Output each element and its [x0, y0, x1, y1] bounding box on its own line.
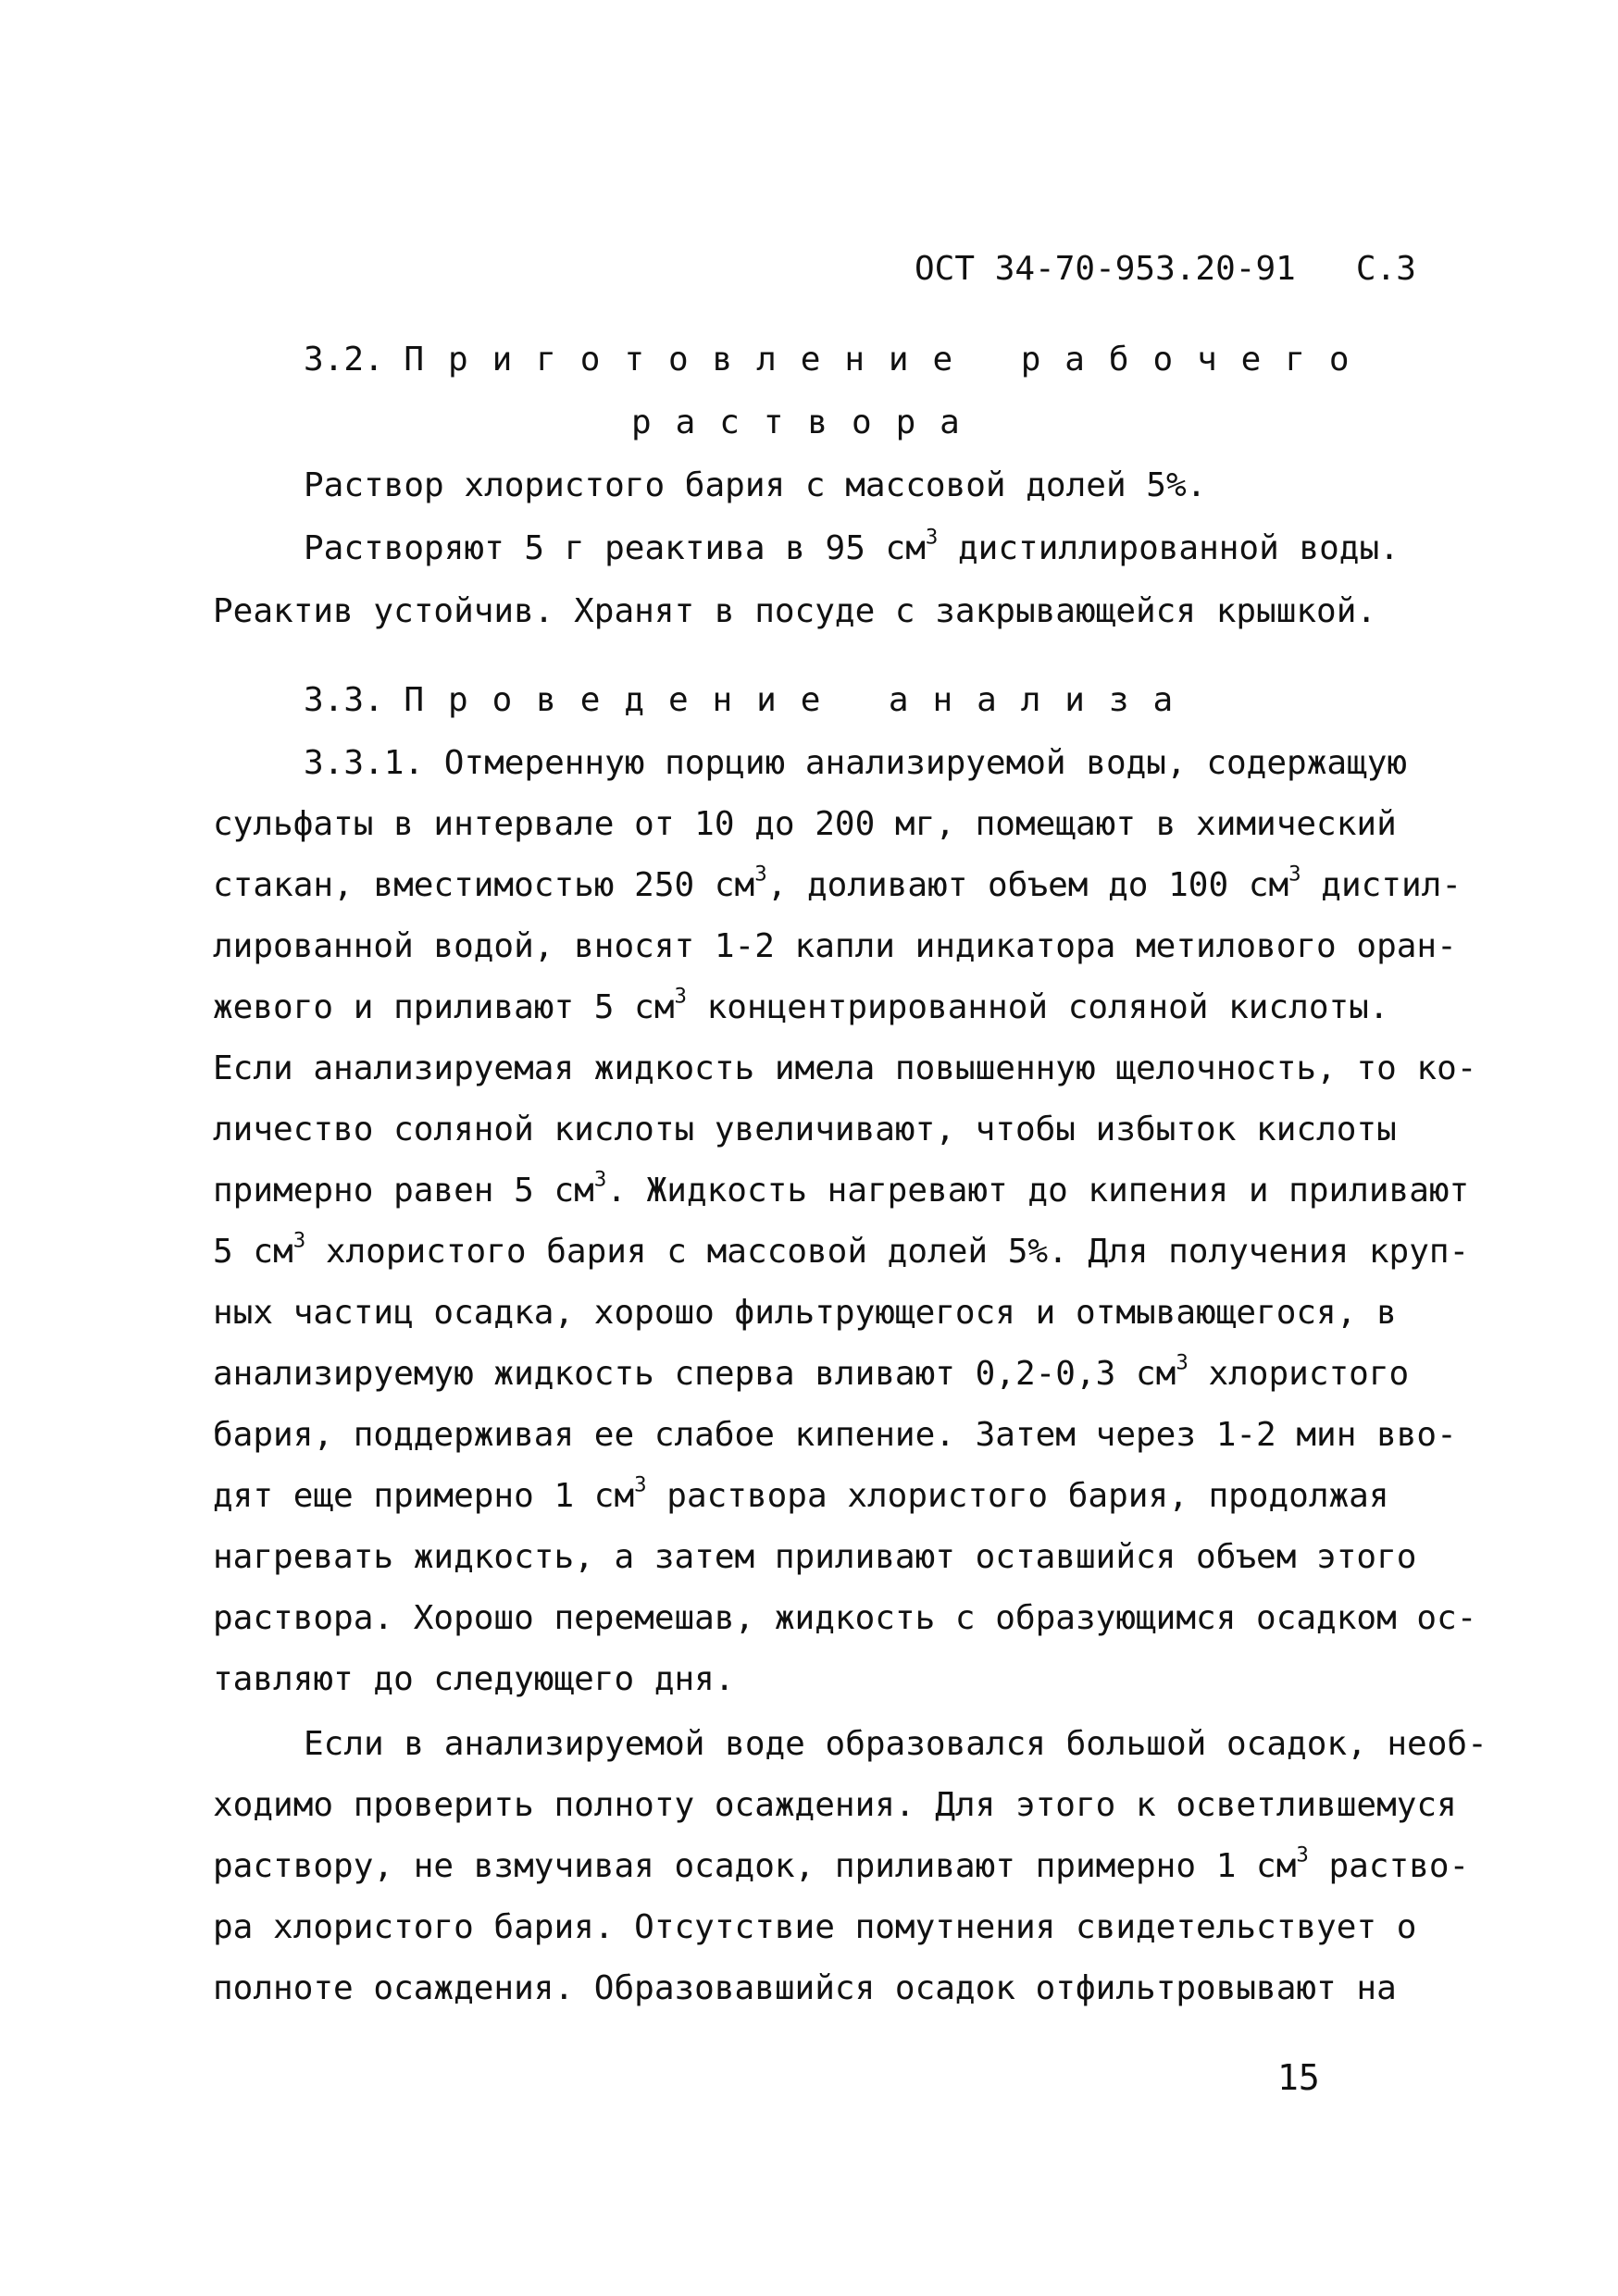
- paragraph-line: 3.3.1. Отмеренную порцию анализируемой воды, содержащую: [304, 744, 1408, 782]
- section-3-3-heading: [304, 679, 1197, 722]
- paragraph-line: тавляют до следующего дня.: [213, 1660, 735, 1698]
- text-fragment: , доливают объем до 100 см: [766, 866, 1289, 904]
- text-fragment: раство-: [1308, 1847, 1470, 1885]
- paragraph-line: Если анализируемая жидкость имела повышенную щелочность, то ко-: [213, 1049, 1477, 1087]
- paragraph-line: раствора. Хорошо перемешав, жидкость с образующимся осадком ос-: [213, 1599, 1477, 1637]
- paragraph-line: [213, 1845, 1469, 1888]
- document-code: [915, 248, 1416, 291]
- paragraph-line: [213, 1228, 1470, 1273]
- paragraph-line: [213, 1350, 1410, 1396]
- paragraph-line: [213, 1167, 1470, 1212]
- text-fragment: концентрированной соляной кислоты.: [686, 988, 1389, 1026]
- paragraph-line: [213, 984, 1389, 1029]
- section-3-2-heading: [304, 339, 1373, 381]
- text-fragment: стакан, вместимостью 250 см: [213, 866, 755, 904]
- paragraph-line: личество соляной кислоты увеличивают, чтобы избыток кислоты: [213, 1111, 1397, 1148]
- text-fragment: . Жидкость нагревают до кипения и приливают: [606, 1172, 1470, 1210]
- superscript: 3: [925, 525, 939, 550]
- paragraph-line: [213, 864, 1462, 907]
- paragraph-line: [304, 527, 1400, 570]
- superscript: 3: [1176, 1350, 1189, 1375]
- page-reference: С.3: [1355, 250, 1416, 288]
- paragraph-line: [213, 1472, 1389, 1518]
- text-fragment: дят еще примерно 1 см: [213, 1477, 635, 1515]
- paragraph-line: ходимо проверить полноту осаждения. Для этого к осветлившемуся: [213, 1786, 1457, 1824]
- paragraph-line: Раствор хлористого бария с массовой долей 5%.: [304, 466, 1207, 504]
- text-fragment: Растворяют 5 г реактива в 95 см: [304, 529, 926, 567]
- paragraph-line: Если в анализируемой воде образовался большой осадок, необ-: [304, 1725, 1487, 1763]
- text-fragment: хлористого: [1188, 1355, 1410, 1393]
- text-fragment: раствора хлористого бария, продолжая: [646, 1477, 1389, 1515]
- paragraph-line: бария, поддерживая ее слабое кипение. Затем через 1-2 мин вво-: [213, 1416, 1457, 1454]
- paragraph-line: Реактив устойчив. Хранят в посуде с закрывающейся крышкой.: [213, 592, 1377, 630]
- superscript: 3: [754, 862, 767, 887]
- paragraph-line: нагревать жидкость, а затем приливают оставшийся объем этого: [213, 1538, 1417, 1576]
- text-fragment: жевого и приливают 5 см: [213, 988, 675, 1026]
- section-number: 3.3.: [304, 681, 384, 719]
- standard-code: ОСТ 34-70-953.20-91: [915, 250, 1296, 288]
- text-fragment: анализируемую жидкость сперва вливают 0,2-0,3 см: [213, 1355, 1176, 1393]
- superscript: 3: [1296, 1843, 1309, 1868]
- text-fragment: 5 см: [213, 1233, 293, 1271]
- section-3-2-heading-cont: раствора: [631, 403, 984, 441]
- section-title: Проведение анализа: [404, 681, 1198, 719]
- text-fragment: раствору, не взмучивая осадок, приливают примерно 1 см: [213, 1847, 1297, 1885]
- section-number: 3.2.: [304, 341, 384, 379]
- paragraph-line: ных частиц осадка, хорошо фильтрующегося и отмывающегося, в: [213, 1294, 1397, 1332]
- section-title: Приготовление рабочего: [404, 341, 1374, 379]
- text-fragment: примерно равен 5 см: [213, 1172, 594, 1210]
- superscript: 3: [674, 984, 687, 1009]
- text-fragment: хлористого бария с массовой долей 5%. Для получения круп-: [305, 1233, 1470, 1271]
- superscript: 3: [292, 1228, 306, 1253]
- superscript: 3: [593, 1167, 607, 1192]
- superscript: 3: [634, 1472, 647, 1497]
- superscript: 3: [1288, 862, 1301, 887]
- paragraph-line: сульфаты в интервале от 10 до 200 мг, помещают в химический: [213, 805, 1397, 843]
- paragraph-line: ра хлористого бария. Отсутствие помутнения свидетельствует о: [213, 1908, 1417, 1946]
- page-number: 15: [1277, 2057, 1320, 2098]
- text-fragment: дистил-: [1301, 866, 1462, 904]
- paragraph-line: полноте осаждения. Образовавшийся осадок отфильтровывают на: [213, 1969, 1397, 2007]
- text-fragment: дистиллированной воды.: [938, 529, 1400, 567]
- paragraph-line: лированной водой, вносят 1-2 капли индикатора метилового оран-: [213, 927, 1457, 965]
